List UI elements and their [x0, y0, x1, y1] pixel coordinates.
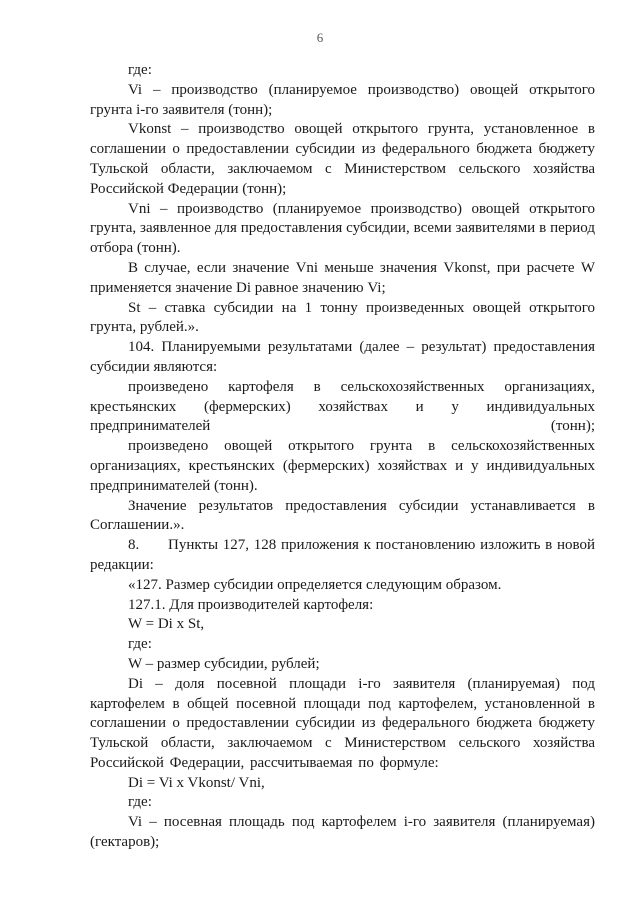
- paragraph-item-8: [90, 536, 595, 576]
- paragraph: Vi – посевная площадь под картофелем i-го заявителя (планируемая) (гектаров);: [90, 814, 595, 851]
- paragraph: 127.1. Для производителей картофеля:: [128, 596, 374, 613]
- paragraph: Vkonst – производство овощей открытого грунта, установленное в соглашении о предоставлении субсидии из федерального бюджета бюджету Тульской области, заключаемом с Министерством сельского хозяйства Российской Федерации (тонн);: [90, 121, 595, 197]
- paragraph: W – размер субсидии, рублей;: [128, 655, 320, 672]
- item-number: 8.: [128, 537, 140, 554]
- paragraph: Vi – производство (планируемое производство) овощей открытого грунта i-го заявителя (тонн);: [90, 81, 595, 118]
- paragraph: Значение результатов предоставления субсидии устанавливается в Соглашении.».: [90, 497, 595, 534]
- paragraph: Di – доля посевной площади i-го заявителя (планируемая) под картофелем в общей посевной площади под картофелем, установленной в соглашении о предоставлении субсидии из федерального бюджета бюджету Тульской области, заключаемом с Министерством сельского хозяйства Российской Федерации, рассчитываемая по формуле:: [90, 675, 595, 771]
- page-number: 6: [316, 30, 324, 45]
- paragraph: где:: [128, 636, 152, 653]
- paragraph: где:: [128, 794, 152, 811]
- paragraph: где:: [128, 62, 152, 78]
- paragraph: произведено картофеля в сельскохозяйственных организациях, крестьянских (фермерских) хозяйствах и у индивидуальных предпринимателей (тонн);: [90, 378, 595, 435]
- paragraph: St – ставка субсидии на 1 тонну произведенных овощей открытого грунта, рублей.».: [90, 299, 595, 336]
- paragraph: «127. Размер субсидии определяется следующим образом.: [128, 576, 502, 593]
- formula: Di = Vi x Vkonst/ Vni,: [128, 774, 265, 791]
- document-body: [90, 61, 595, 853]
- paragraph: 104. Планируемыми результатами (далее – результат) предоставления субсидии являются:: [90, 339, 595, 375]
- paragraph: Vni – производство (планируемое производство) овощей открытого грунта, заявленное для предоставления субсидии, всеми заявителями в период отбора (тонн).: [90, 200, 595, 257]
- paragraph-text: Пункты 127, 128 приложения к постановлению изложить в новой редакции:: [90, 537, 595, 573]
- paragraph: В случае, если значение Vni меньше значения Vkonst, при расчете W применяется значение Di равное значению Vi;: [90, 259, 595, 296]
- formula: W = Di x St,: [128, 616, 205, 633]
- paragraph: произведено овощей открытого грунта в сельскохозяйственных организациях, крестьянских (фермерских) хозяйствах и у индивидуальных предпринимателей (тонн).: [90, 438, 595, 494]
